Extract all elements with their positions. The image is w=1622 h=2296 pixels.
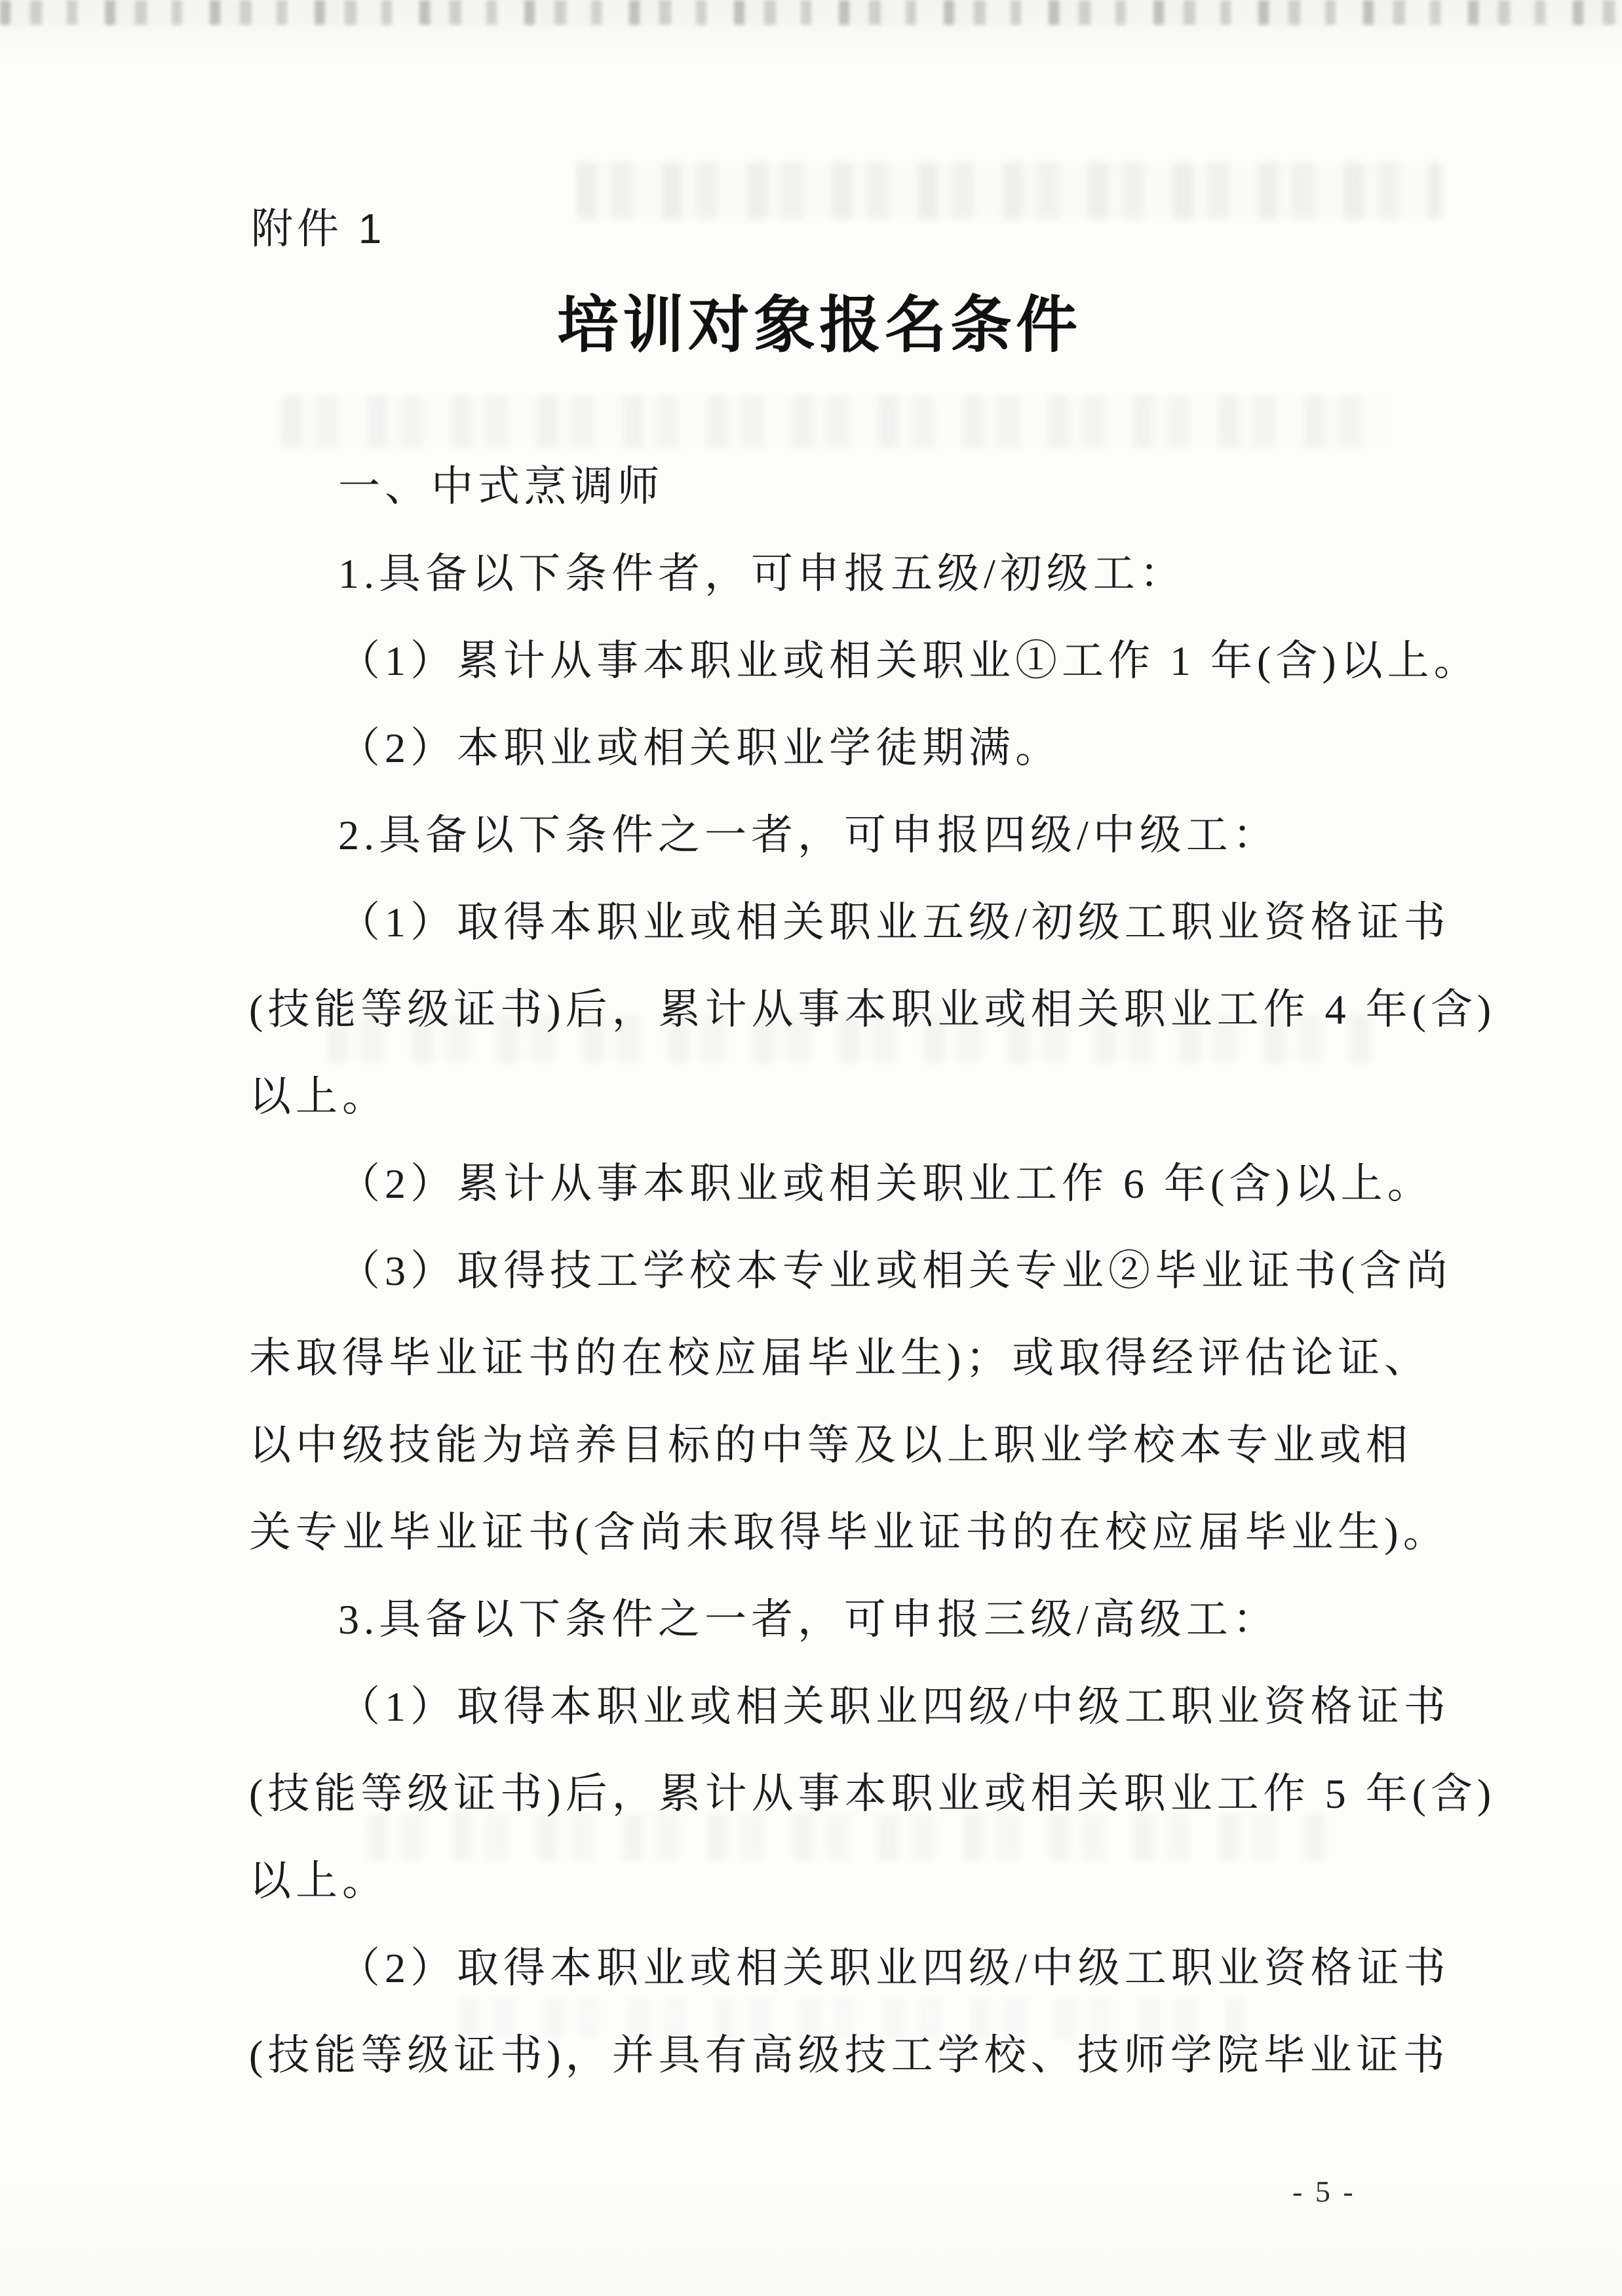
body-line: （3）取得技工学校本专业或相关专业②毕业证书(含尚 (338, 1248, 1453, 1294)
document-body (249, 443, 1496, 2099)
body-line: （2）累计从事本职业或相关职业工作 6 年(含)以上。 (338, 1160, 1434, 1207)
body-line: 以上。 (249, 1858, 389, 1904)
body-line: (技能等级证书)后，累计从事本职业或相关职业工作 5 年(含) (249, 1770, 1496, 1817)
body-line: 关专业毕业证书(含尚未取得毕业证书的在校应届毕业生)。 (249, 1509, 1450, 1556)
body-line: （2）本职业或相关职业学徒期满。 (338, 725, 1062, 771)
body-line: （1）取得本职业或相关职业四级/中级工职业资格证书 (338, 1683, 1450, 1730)
bleed-through-artifact (282, 396, 1389, 448)
bleed-through-artifact (577, 163, 1442, 219)
body-line: 3.具备以下条件之一者，可申报三级/高级工： (338, 1596, 1279, 1643)
body-line: 以上。 (249, 1073, 389, 1120)
body-line: (技能等级证书)，并具有高级技工学校、技师学院毕业证书 (249, 2032, 1450, 2078)
attachment-label: 附件 1 (251, 205, 386, 252)
page-number: - 5 - (1292, 2175, 1356, 2208)
body-line: （1）取得本职业或相关职业五级/初级工职业资格证书 (338, 899, 1450, 946)
body-line: 未取得毕业证书的在校应届毕业生)；或取得经评估论证、 (249, 1335, 1431, 1381)
body-line: 以中级技能为培养目标的中等及以上职业学校本专业或相 (249, 1422, 1412, 1468)
body-line: （1）累计从事本职业或相关职业①工作 1 年(含)以上。 (338, 638, 1480, 684)
body-line: （2）取得本职业或相关职业四级/中级工职业资格证书 (338, 1945, 1450, 1991)
body-line: 1.具备以下条件者，可申报五级/初级工： (338, 550, 1186, 597)
body-line: 一、中式烹调师 (338, 463, 664, 510)
scan-artifact-top (0, 0, 1622, 25)
body-line: (技能等级证书)后，累计从事本职业或相关职业工作 4 年(含) (249, 986, 1496, 1033)
body-line: 2.具备以下条件之一者，可申报四级/中级工： (338, 812, 1279, 858)
page-title: 培训对象报名条件 (556, 292, 1081, 360)
